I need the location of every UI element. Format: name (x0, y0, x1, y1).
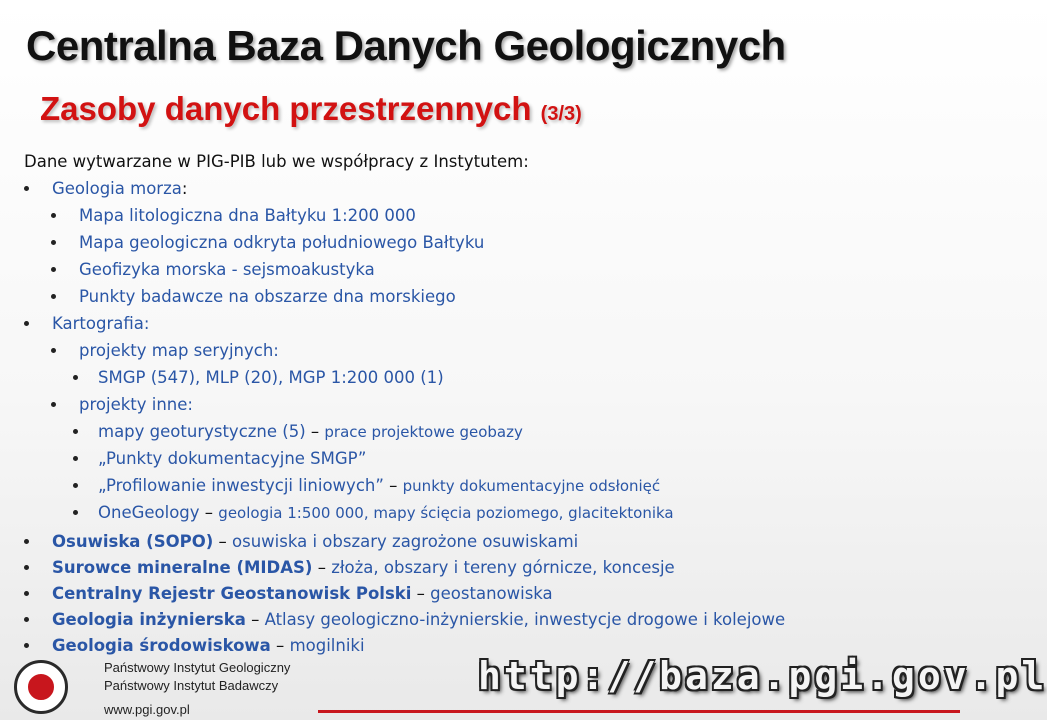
bullet-dot-icon (24, 591, 29, 596)
bullet-dot-icon (24, 617, 29, 622)
subtitle-text: Zasoby danych przestrzennych (40, 90, 532, 127)
inne-item (98, 472, 660, 500)
inne-dash: – (389, 476, 398, 495)
inne-dash: – (204, 503, 214, 522)
bullet-dot-icon (51, 240, 56, 245)
geologia-morza-colon: : (181, 179, 188, 198)
list-item-text: Geofizyka morska - sejsmoakustyka (79, 260, 375, 279)
system-item (52, 580, 553, 607)
bullet-dot-icon (51, 348, 56, 353)
bullet-dot-icon (73, 375, 78, 380)
system-name: Geologia inżynierska (52, 610, 246, 629)
logo-emblem (26, 672, 56, 702)
system-name: Geologia środowiskowa (52, 636, 271, 655)
bullet-dot-icon (51, 213, 56, 218)
system-item (52, 528, 578, 555)
inne-main: mapy geoturystyczne (5) (98, 422, 306, 441)
geologia-morza-label: Geologia morza (52, 179, 182, 198)
bullet-dot-icon (73, 429, 78, 434)
pgi-logo-icon (14, 660, 68, 714)
inne-sub: prace projektowe geobazy (324, 423, 523, 441)
system-desc: mogilniki (289, 636, 365, 655)
geologia-morza-heading (52, 175, 187, 202)
list-item-text: Mapa litologiczna dna Bałtyku 1:200 000 (79, 206, 416, 225)
inne-main: „Punkty dokumentacyjne SMGP” (98, 449, 367, 468)
slide-title: Centralna Baza Danych Geologicznych (26, 22, 786, 69)
inne-item (98, 418, 523, 446)
page-counter: (3/3) (540, 103, 582, 125)
bullet-dot-icon (24, 539, 29, 544)
kartografia-label: Kartografia: (52, 314, 150, 333)
footer-divider (318, 710, 960, 713)
system-desc: złoża, obszary i tereny górnicze, koncesje (331, 558, 675, 577)
list-item-text: Mapa geologiczna odkryta południowego Bałtyku (79, 233, 485, 252)
inne-item (98, 445, 366, 472)
system-item (52, 554, 675, 581)
intro-line (24, 148, 529, 175)
bullet-dot-icon (73, 483, 78, 488)
smgp-text: SMGP (547), MLP (20), MGP 1:200 000 (1) (98, 368, 444, 387)
system-dash: – (411, 584, 431, 603)
system-dash: – (213, 532, 233, 551)
system-dash: – (270, 636, 290, 655)
website-link[interactable]: www.pgi.gov.pl (104, 702, 190, 717)
system-desc: Atlasy geologiczno-inżynierskie, inwestycje drogowe i kolejowe (264, 610, 786, 629)
system-desc: osuwiska i obszary zagrożone osuwiskami (232, 532, 579, 551)
org-name-line2: Państwowy Instytut Badawczy (104, 678, 279, 693)
bullet-dot-icon (51, 294, 56, 299)
projekty-map-label: projekty map seryjnych: (79, 341, 279, 360)
list-item-text: Punkty badawcze na obszarze dna morskiego (79, 287, 456, 306)
inne-main: „Profilowanie inwestycji liniowych” (98, 476, 384, 495)
url-banner[interactable]: http://baza.pgi.gov.pl (478, 654, 1047, 698)
system-dash: – (245, 610, 265, 629)
system-item (52, 606, 785, 633)
bullet-dot-icon (73, 456, 78, 461)
bullet-dot-icon (24, 186, 29, 191)
bullet-dot-icon (73, 510, 78, 515)
bullet-dot-icon (51, 402, 56, 407)
bullet-dot-icon (24, 321, 29, 326)
system-name: Surowce mineralne (MIDAS) (52, 558, 313, 577)
bullet-dot-icon (24, 643, 29, 648)
intro-text: Dane wytwarzane w PIG-PIB lub we współpracy z Instytutem: (24, 152, 529, 171)
inne-sub: geologia 1:500 000, mapy ścięcia poziomego, glacitektonika (218, 504, 674, 522)
system-name: Osuwiska (SOPO) (52, 532, 214, 551)
system-name: Centralny Rejestr Geostanowisk Polski (52, 584, 412, 603)
system-desc: geostanowiska (430, 584, 553, 603)
bullet-dot-icon (24, 565, 29, 570)
inne-sub: punkty dokumentacyjne odsłonięć (402, 477, 661, 495)
bullet-dot-icon (51, 267, 56, 272)
slide-subtitle (40, 90, 582, 128)
inne-main: OneGeology (98, 503, 200, 522)
footer (0, 652, 1047, 720)
system-dash: – (312, 558, 332, 577)
inne-dash: – (310, 422, 320, 441)
inne-item (98, 499, 674, 527)
org-name-line1: Państwowy Instytut Geologiczny (104, 660, 291, 675)
projekty-inne-label: projekty inne: (79, 395, 193, 414)
